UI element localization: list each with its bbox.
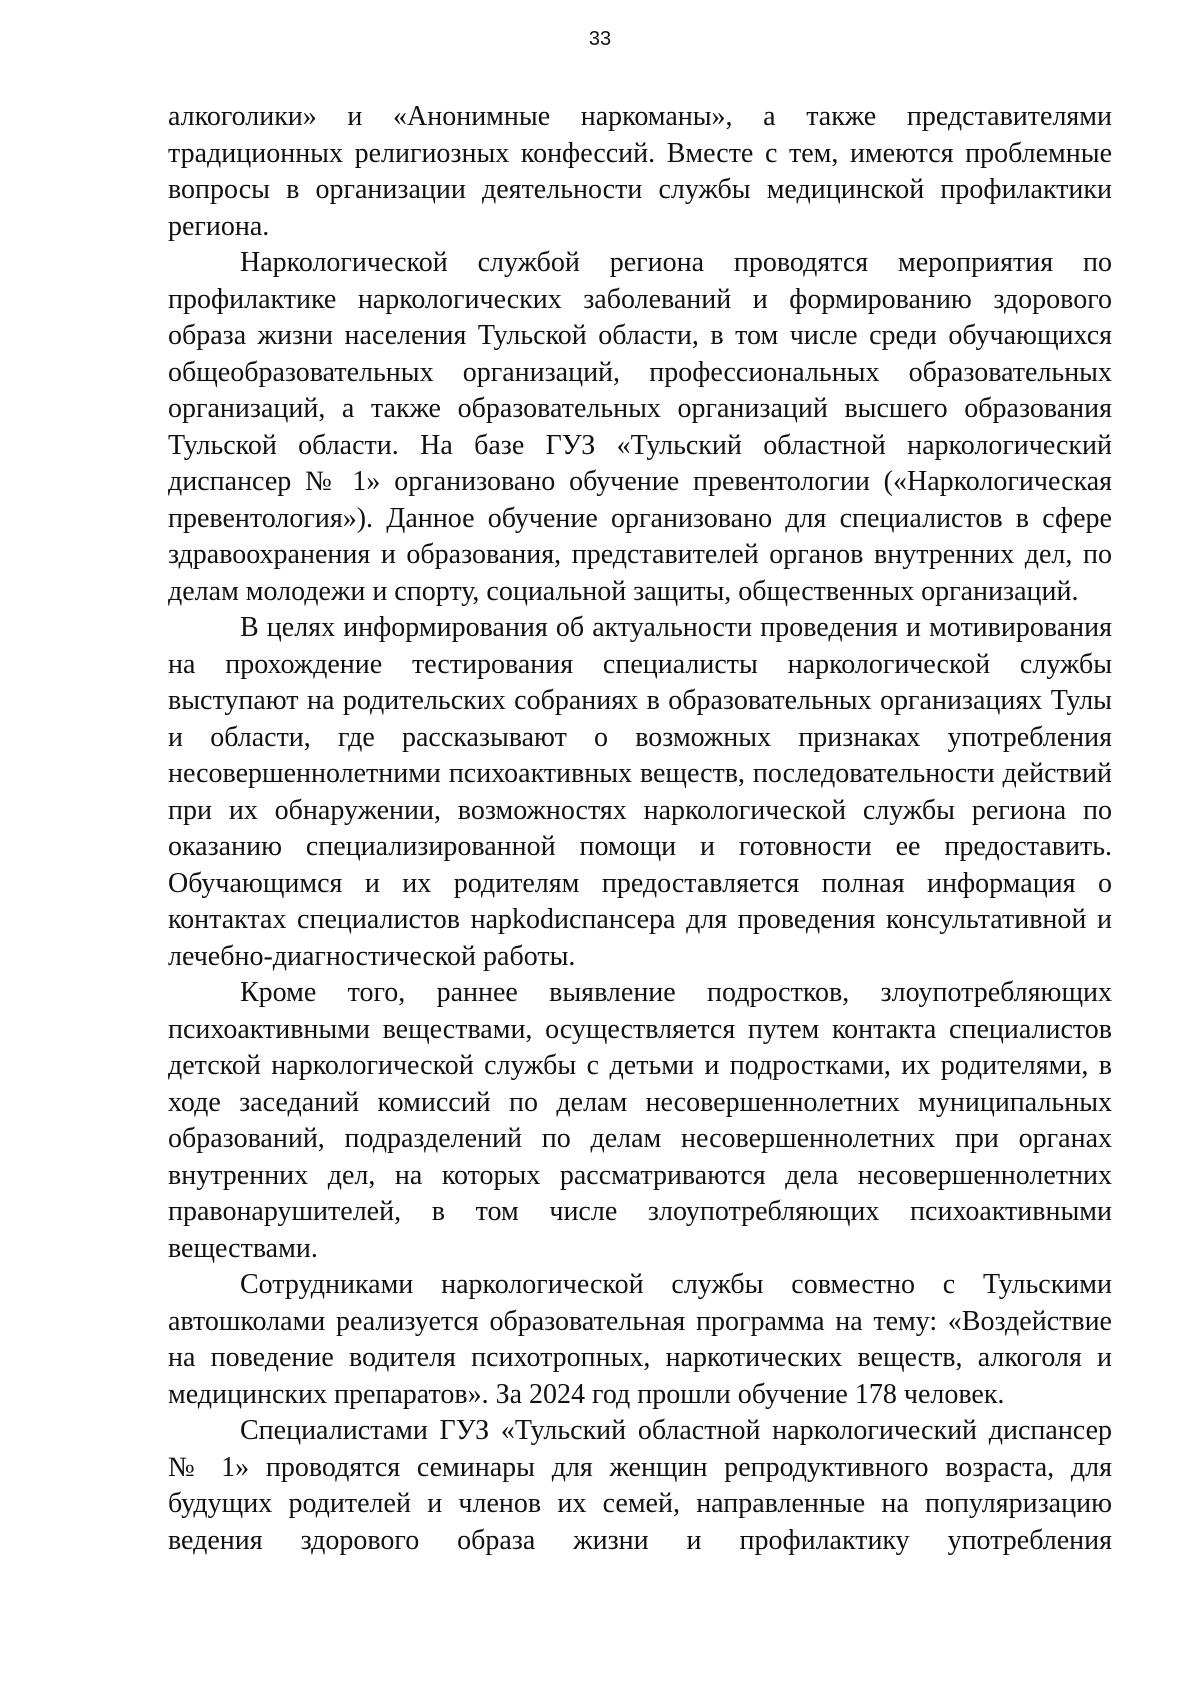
paragraph-3: В целях информирования об актуальности проведения и мотивирования на прохождение тестирования специалисты наркологической службы выступают на родительских собраниях в образовательных организациях Тулы и области, где рассказывают о возможных признаках употребления несовершеннолетними психоактивных веществ, последовательности действий при их обнаружении, возможностях наркологической службы региона по оказанию специализированной помощи и готовности ее предоставить. Обучающимся и их родителям предоставляется полная информация о контактах специалистов нарkodиспансера для проведения консультативной и лечебно-диагностической работы. bbox=[168, 612, 1112, 972]
paragraph-4: Кроме того, раннее выявление подростков, злоупотребляющих психоактивными веществами, осуществляется путем контакта специалистов детской наркологической службы с детьми и подростками, их родителями, в ходе заседаний комиссий по делам несовершеннолетних муниципальных образований, подразделений по делам несовершеннолетних при органах внутренних дел, на которых рассматриваются дела несовершеннолетних правонарушителей, в том числе злоупотребляющих психоактивными веществами. bbox=[168, 977, 1112, 1264]
paragraph-5: Сотрудниками наркологической службы совместно с Тульскими автошколами реализуется образовательная программа на тему: «Воздействие на поведение водителя психотропных, наркотических веществ, алкоголя и медицинских препаратов». За 2024 год прошли обучение 178 человек. bbox=[168, 1269, 1112, 1410]
document-body bbox=[168, 99, 1112, 1559]
paragraph-2: Наркологической службой региона проводятся мероприятия по профилактике наркологических заболеваний и формированию здорового образа жизни населения Тульской области, в том числе среди обучающихся общеобразовательных организаций, профессиональных образовательных организаций, а также образовательных организаций высшего образования Тульской области. На базе ГУЗ «Тульский областной наркологический диспансер № 1» организовано обучение превентологии («Наркологическая превентология»). Данное обучение организовано для специалистов в сфере здравоохранения и образования, представителей органов внутренних дел, по делам молодежи и спорту, социальной защиты, общественных организаций. bbox=[168, 247, 1112, 607]
page-number: 33 bbox=[588, 28, 612, 50]
paragraph-6: Специалистами ГУЗ «Тульский областной наркологический диспансер № 1» проводятся семинары для женщин репродуктивного возраста, для будущих родителей и членов их семей, направленные на популяризацию ведения здорового образа жизни и профилактику употребления bbox=[168, 1415, 1112, 1556]
paragraph-1: алкоголики» и «Анонимные наркоманы», а также представителями традиционных религиозных конфессий. Вместе с тем, имеются проблемные вопросы в организации деятельности службы медицинской профилактики региона. bbox=[168, 101, 1112, 242]
